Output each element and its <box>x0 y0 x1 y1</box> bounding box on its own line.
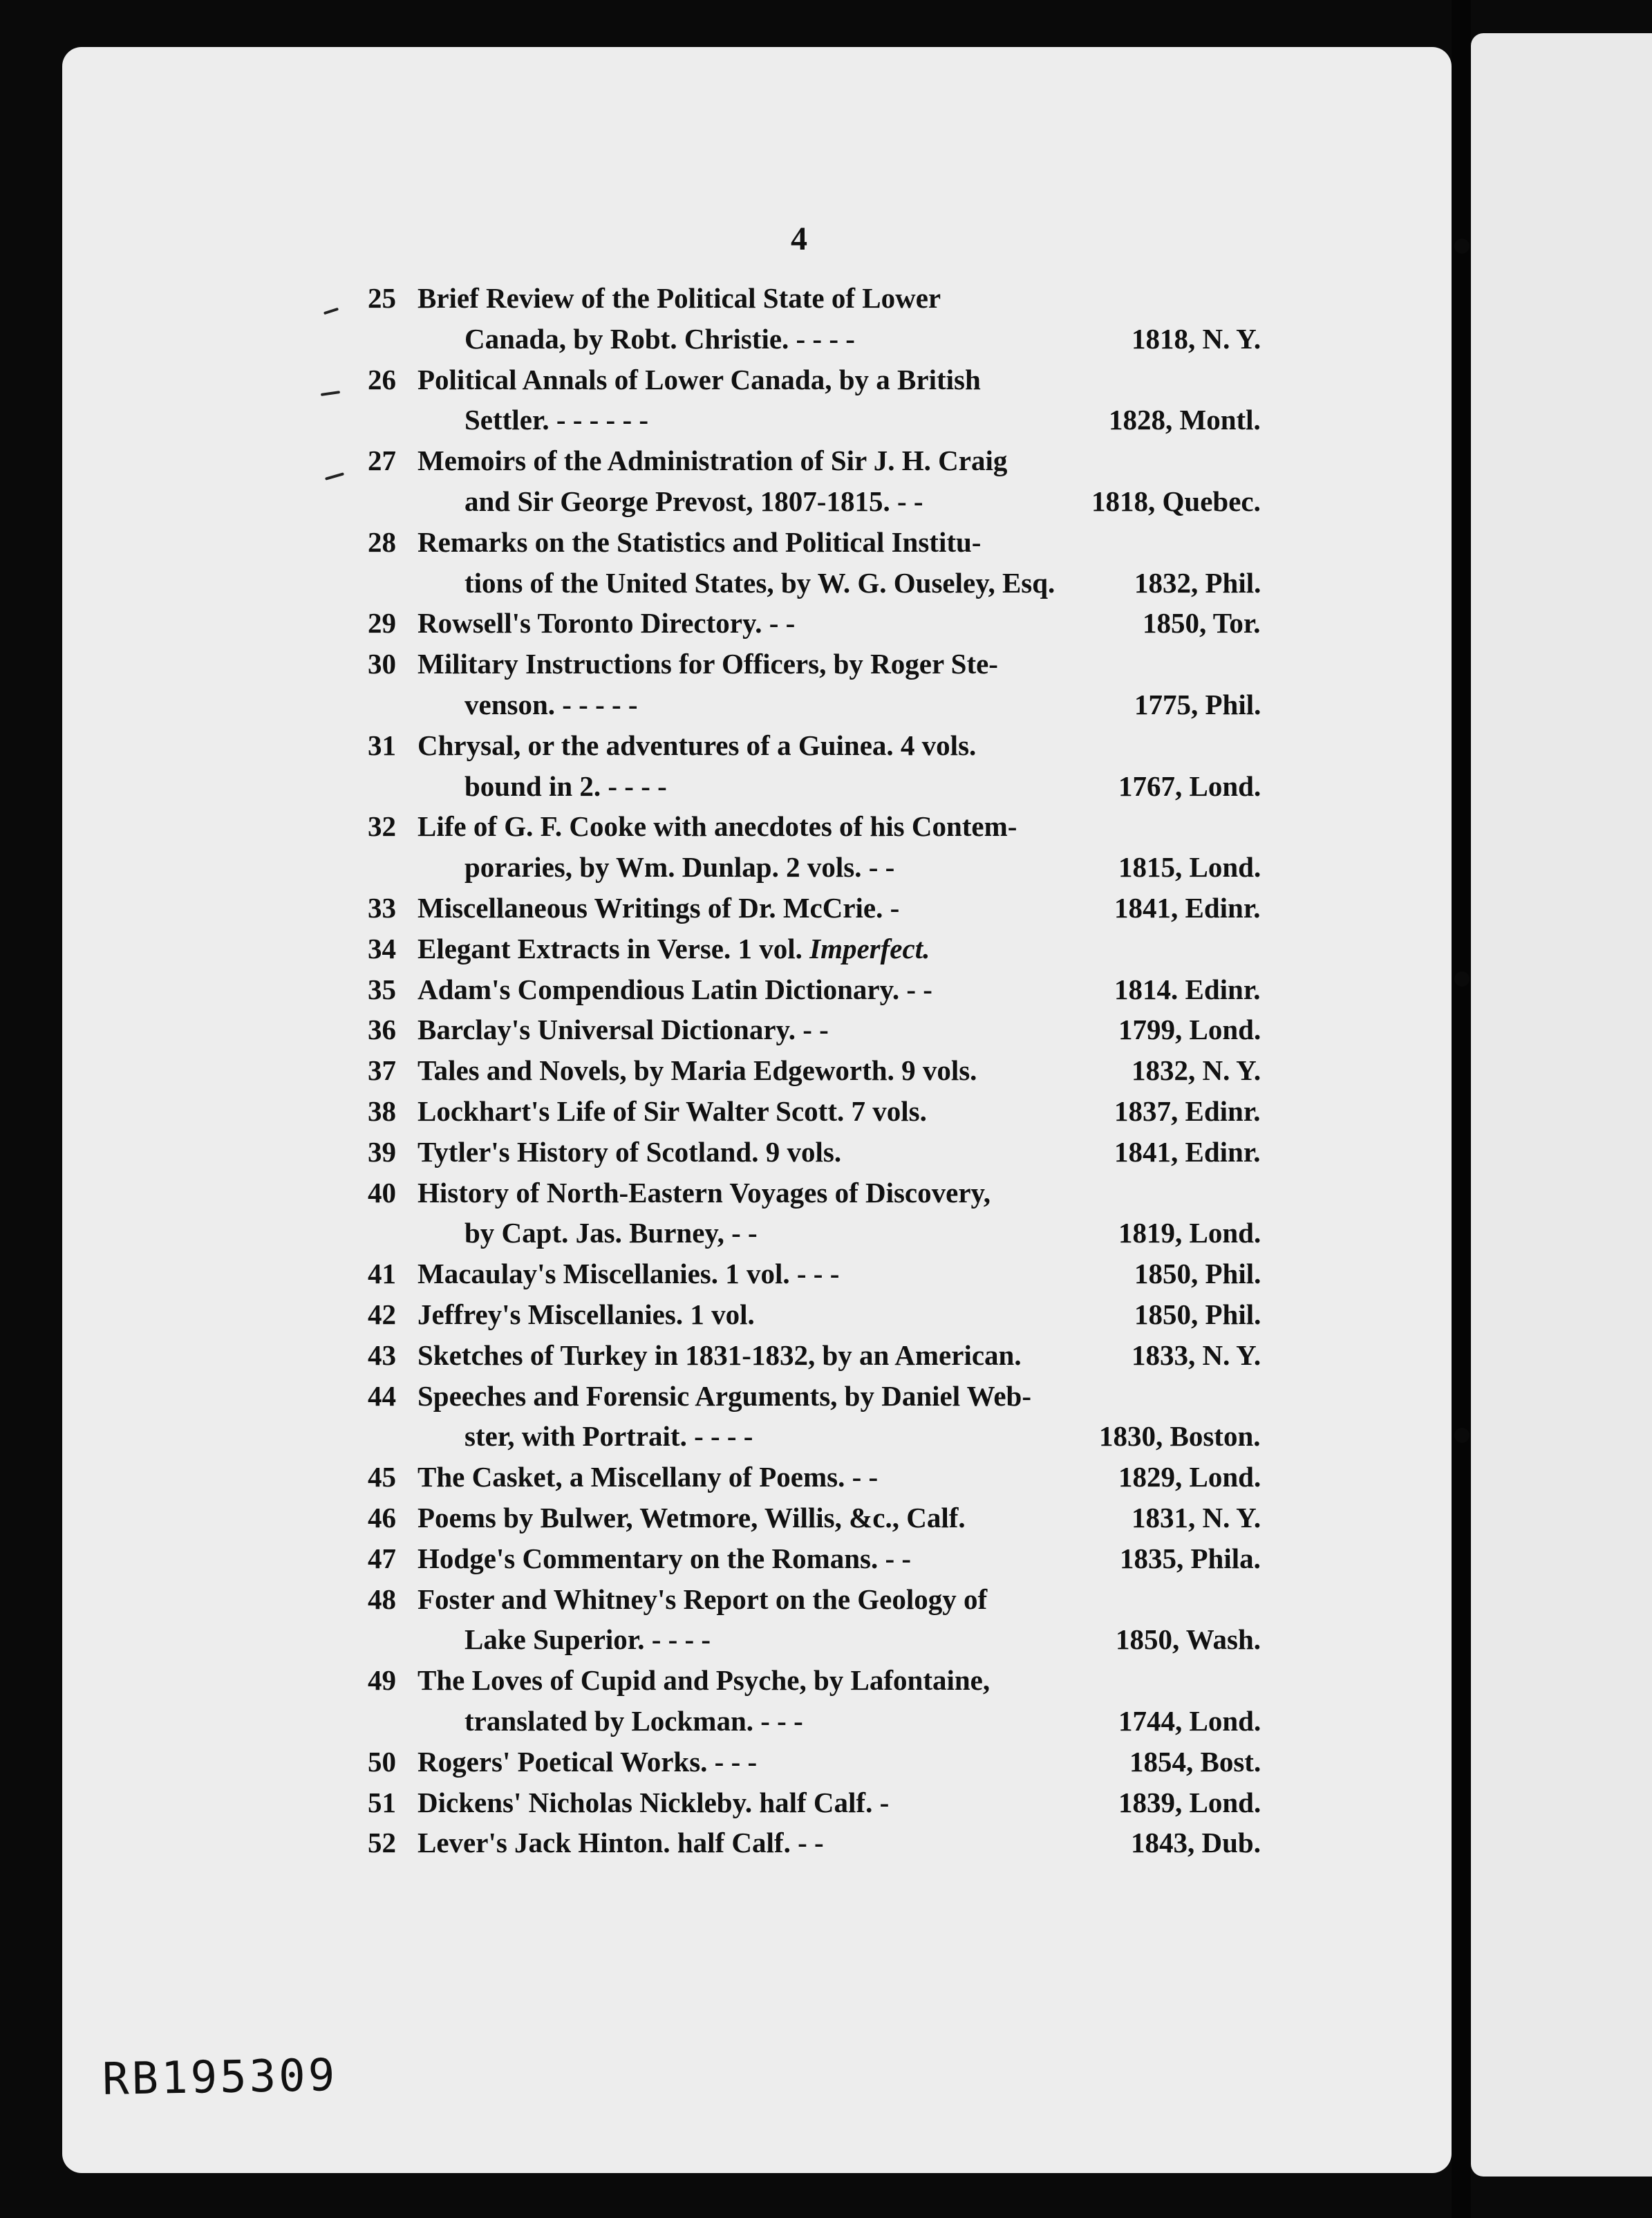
catalog-entry-line <box>0 1050 1382 1090</box>
catalog-entry-line <box>0 766 1382 806</box>
entry-publication: 1814. Edinr. <box>1114 973 1261 1005</box>
entry-title: Life of G. F. Cooke with anecdotes of his Contem- <box>417 810 1017 843</box>
catalog-entry-line <box>0 847 1382 887</box>
catalog-entry-line <box>0 969 1382 1009</box>
entry-number: 30 <box>368 648 396 680</box>
entry-number: 42 <box>368 1298 396 1330</box>
entry-publication: 1854, Bost. <box>1129 1745 1261 1778</box>
catalog-entry-line <box>0 563 1382 603</box>
catalog-entry-line <box>0 1457 1382 1497</box>
catalog-entry-line <box>0 888 1382 928</box>
entry-number: 51 <box>368 1786 396 1818</box>
entry-title: Macaulay's Miscellanies. 1 vol. - - - <box>417 1258 840 1290</box>
entry-number: 26 <box>368 363 396 395</box>
catalog-entry-line <box>0 1335 1382 1375</box>
entry-number: 35 <box>368 973 396 1005</box>
catalog-entry-line <box>0 1823 1382 1863</box>
entry-title: Settler. - - - - - - <box>464 404 648 436</box>
catalog-entry-line <box>0 1009 1382 1050</box>
catalog-entry-line <box>0 522 1382 562</box>
entry-number: 52 <box>368 1827 396 1859</box>
entry-title: Memoirs of the Administration of Sir J. H. Craig <box>417 445 1008 477</box>
catalog-entry-line <box>0 1294 1382 1334</box>
entry-title: Miscellaneous Writings of Dr. McCrie. - <box>417 892 900 924</box>
entry-number: 44 <box>368 1379 396 1412</box>
entry-title: Lever's Jack Hinton. half Calf. - - <box>417 1827 824 1859</box>
catalog-entry-line <box>0 278 1382 318</box>
entry-title: The Loves of Cupid and Psyche, by Lafontaine, <box>417 1664 991 1697</box>
entry-title: Elegant Extracts in Verse. 1 vol. Imperfect. <box>417 932 930 964</box>
catalog-entry-line <box>0 360 1382 400</box>
entry-publication: 1837, Edinr. <box>1114 1095 1261 1127</box>
entry-number: 39 <box>368 1135 396 1168</box>
catalog-entry-line <box>0 644 1382 684</box>
catalog-entry-line <box>0 1213 1382 1253</box>
entry-title: History of North-Eastern Voyages of Discovery, <box>417 1176 991 1209</box>
entry-number: 47 <box>368 1542 396 1574</box>
entry-number: 41 <box>368 1258 396 1290</box>
entry-title: The Casket, a Miscellany of Poems. - - <box>417 1461 879 1493</box>
entry-number: 48 <box>368 1583 396 1615</box>
entry-title: venson. - - - - - <box>464 689 638 720</box>
entry-publication: 1829, Lond. <box>1118 1461 1261 1493</box>
entry-title: tions of the United States, by W. G. Ouseley, Esq. <box>464 566 1055 599</box>
catalog-entry-line <box>0 929 1382 969</box>
entry-publication: 1832, Phil. <box>1134 566 1261 599</box>
catalog-entry-line <box>0 1416 1382 1456</box>
entry-publication: 1839, Lond. <box>1118 1786 1261 1818</box>
entry-title: Sketches of Turkey in 1831-1832, by an American. <box>417 1339 1022 1371</box>
entry-publication: 1831, N. Y. <box>1132 1502 1261 1534</box>
entry-publication: 1767, Lond. <box>1118 770 1261 802</box>
entry-title: Canada, by Robt. Christie. - - - - <box>464 322 855 355</box>
entry-publication: 1832, N. Y. <box>1132 1054 1261 1087</box>
entry-publication: 1815, Lond. <box>1118 851 1261 884</box>
entry-title: Remarks on the Statistics and Political Institu- <box>417 525 982 558</box>
entry-number: 46 <box>368 1502 396 1534</box>
catalog-entry-line <box>0 1132 1382 1172</box>
catalog-entry-line <box>0 1579 1382 1619</box>
entry-publication: 1828, Montl. <box>1109 404 1261 436</box>
entry-number: 33 <box>368 892 396 924</box>
catalog-entry-line <box>0 684 1382 725</box>
entry-publication: 1830, Boston. <box>1099 1420 1261 1453</box>
entry-title: ster, with Portrait. - - - - <box>464 1420 753 1453</box>
entry-number: 43 <box>368 1339 396 1371</box>
entry-publication: 1850, Tor. <box>1143 607 1261 640</box>
catalog-entry-line <box>0 1254 1382 1294</box>
entry-number: 38 <box>368 1095 396 1127</box>
entry-title: Adam's Compendious Latin Dictionary. - - <box>417 973 932 1005</box>
entry-number: 50 <box>368 1745 396 1778</box>
entry-title: Foster and Whitney's Report on the Geology of <box>417 1583 988 1615</box>
entry-publication: 1841, Edinr. <box>1114 892 1261 924</box>
entry-title: Military Instructions for Officers, by Roger Ste- <box>417 648 998 680</box>
entry-title: translated by Lockman. - - - <box>464 1705 803 1737</box>
catalog-entry-line <box>0 481 1382 521</box>
entry-number: 29 <box>368 607 396 640</box>
entry-title: Barclay's Universal Dictionary. - - <box>417 1014 829 1046</box>
entry-title: Dickens' Nicholas Nickleby. half Calf. - <box>417 1786 890 1818</box>
catalog-entry-line <box>0 1173 1382 1213</box>
catalog-entry-line <box>0 1782 1382 1823</box>
entry-title: Lockhart's Life of Sir Walter Scott. 7 vols. <box>417 1095 927 1127</box>
entry-title: Speeches and Forensic Arguments, by Daniel Web- <box>417 1379 1032 1412</box>
catalog-entry-line <box>0 440 1382 481</box>
entry-title: Tales and Novels, by Maria Edgeworth. 9 vols. <box>417 1054 977 1087</box>
entry-publication: 1843, Dub. <box>1131 1827 1261 1859</box>
entry-publication: 1850, Wash. <box>1116 1623 1261 1656</box>
entry-number: 28 <box>368 525 396 558</box>
catalog-entry-line <box>0 1498 1382 1538</box>
entry-number: 32 <box>368 810 396 843</box>
catalog-entry-line <box>0 1376 1382 1416</box>
catalog-entry-line <box>0 1091 1382 1131</box>
entry-publication: 1775, Phil. <box>1134 689 1261 720</box>
entry-publication: 1850, Phil. <box>1134 1258 1261 1290</box>
entry-number: 45 <box>368 1461 396 1493</box>
entry-title: Lake Superior. - - - - <box>464 1623 711 1656</box>
entry-number: 27 <box>368 445 396 477</box>
entry-number: 25 <box>368 282 396 314</box>
entry-number: 37 <box>368 1054 396 1087</box>
entry-title: Brief Review of the Political State of Lower <box>417 282 941 314</box>
page-number: 4 <box>791 221 807 257</box>
entry-publication: 1744, Lond. <box>1118 1705 1261 1737</box>
shelfmark-handwritten: RB195309 <box>102 2050 338 2105</box>
entry-publication: 1799, Lond. <box>1118 1014 1261 1046</box>
entry-publication: 1818, N. Y. <box>1132 322 1261 355</box>
catalog-entry-line <box>0 1619 1382 1659</box>
entry-title: poraries, by Wm. Dunlap. 2 vols. - - <box>464 851 895 884</box>
entry-publication: 1841, Edinr. <box>1114 1135 1261 1168</box>
catalog-entry-line <box>0 1742 1382 1782</box>
entry-publication: 1833, N. Y. <box>1132 1339 1261 1371</box>
entry-title: Political Annals of Lower Canada, by a British <box>417 363 981 395</box>
entry-title: bound in 2. - - - - <box>464 770 667 802</box>
entry-publication: 1835, Phila. <box>1120 1542 1261 1574</box>
entry-title: Chrysal, or the adventures of a Guinea. 4 vols. <box>417 729 977 761</box>
entry-number: 49 <box>368 1664 396 1697</box>
entry-note-italic: Imperfect. <box>802 932 930 964</box>
catalog-entry-line <box>0 400 1382 440</box>
entry-number: 40 <box>368 1176 396 1209</box>
entry-title: Poems by Bulwer, Wetmore, Willis, &c., Calf. <box>417 1502 966 1534</box>
entry-title: Hodge's Commentary on the Romans. - - <box>417 1542 912 1574</box>
catalog-entry-line <box>0 603 1382 643</box>
entry-number: 31 <box>368 729 396 761</box>
entry-title: Jeffrey's Miscellanies. 1 vol. <box>417 1298 755 1330</box>
entry-title: Rogers' Poetical Works. - - - <box>417 1745 758 1778</box>
entry-title: by Capt. Jas. Burney, - - <box>464 1217 758 1249</box>
entry-publication: 1818, Quebec. <box>1091 485 1261 517</box>
catalog-entry-line <box>0 806 1382 846</box>
entry-publication: 1819, Lond. <box>1118 1217 1261 1249</box>
catalog-entry-line <box>0 1701 1382 1741</box>
catalog-entry-line <box>0 1538 1382 1578</box>
catalog-entry-line <box>0 1660 1382 1700</box>
entry-title: Tytler's History of Scotland. 9 vols. <box>417 1135 842 1168</box>
entry-publication: 1850, Phil. <box>1134 1298 1261 1330</box>
entry-title: and Sir George Prevost, 1807-1815. - - <box>464 485 923 517</box>
entry-number: 36 <box>368 1014 396 1046</box>
entry-title: Rowsell's Toronto Directory. - - <box>417 607 796 640</box>
catalog-entry-line <box>0 725 1382 765</box>
entry-number: 34 <box>368 932 396 964</box>
catalog-entry-line <box>0 319 1382 359</box>
